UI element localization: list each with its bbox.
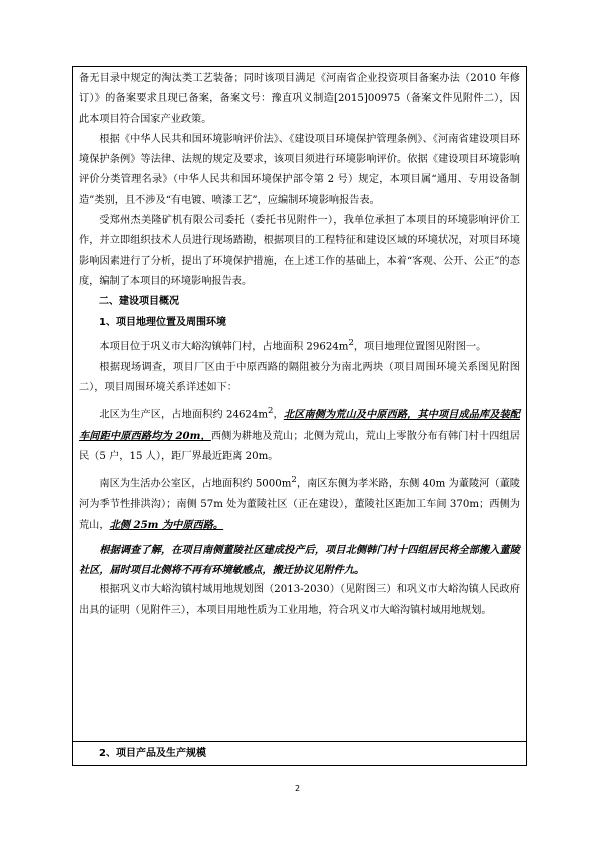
superscript-2: 2	[348, 337, 354, 348]
subsection-heading-products: 2、项目产品及生产规模	[99, 748, 206, 759]
south-area-text: 南区为生活办公室区，占地面积约 5000m	[99, 478, 292, 490]
south-area-text-mid: ，南区东侧为孝米路，东侧 40m 为董陵河（董陵河为季节性排洪沟）；南侧 57m 处为董陵社区（正在建设），董陵社区距加工车间 370m；西侧为荒山，	[79, 478, 520, 532]
paragraph-south-area	[79, 470, 520, 536]
paragraph-relocation: 根据调查了解，在项目南侧董陵社区建成投产后，项目北侧韩门村十四组居民将全部搬入董陵社区，届时项目北侧将不再有环境敏感点，搬迁协议见附件九。	[79, 543, 520, 576]
paragraph-commission: 受郑州杰美隆矿机有限公司委托（委托书见附件一），我单位承担了本项目的环境影响评价工作，并立即组织技术人员进行现场踏勘，根据项目的工程特征和建设区域的环境状况，对项目环境影响因素进行了分析，提出了环境保护措施，在上述工作的基础上，本着“客观、公开、公正”的态度，编制了本项目的环境影响报告表。	[79, 215, 520, 287]
subsection-heading-location: 1、项目地理位置及周围环境	[99, 316, 226, 328]
superscript-2: 2	[268, 406, 274, 417]
paragraph-land-use: 根据巩义市大峪沟镇村域用地规划图（2013-2030）（见附图三）和巩义市大峪沟镇人民政府出具的证明（见附件三），本项目用地性质为工业用地，符合巩义市大峪沟镇村域用地规划。	[79, 584, 520, 616]
south-area-emphasis: 北侧 25m 为中原西路。	[109, 519, 224, 532]
north-area-text-end: 西侧为耕地及荒山；北侧为荒山，荒山上零散分布有韩门村十四组居民（5 户，15 人），距厂界最近距离 20m。	[79, 430, 520, 463]
page-number: 2	[294, 784, 301, 793]
content-table	[72, 66, 527, 766]
location-text-end: ，项目地理位置图见附图一。	[353, 341, 487, 353]
next-section	[79, 744, 520, 764]
text-body	[79, 69, 520, 621]
paragraph-regulations: 根据《中华人民共和国环境影响评价法》、《建设项目环境保护管理条例》、《河南省建设项目环境保护条例》等法律、法规的规定及要求，该项目须进行环境影响评价。依据《建设项目环境影响评价分类管理名录》（中华人民共和国环境保护部令第 2 号）规定，本项目属“通用、专用设备制造”类别，且不涉及“有电镀、喷漆工艺”，应编制环境影响报告表。	[79, 133, 520, 206]
location-text: 本项目位于巩义市大峪沟镇韩门村，占地面积 29624m	[99, 341, 349, 353]
paragraph-north-area	[79, 401, 520, 467]
north-area-text: 北区为生产区，占地面积约 24624m	[99, 409, 269, 421]
paragraph-survey: 根据现场调查，项目厂区由于中原西路的隔阻被分为南北两块（项目周围环境关系图见附图二），项目周围环境关系详述如下：	[79, 361, 520, 393]
north-area-comma: ，	[273, 409, 284, 421]
paragraph-policy: 备无目录中规定的淘汰类工艺装备；同时该项目满足《河南省企业投资项目备案办法（2010 年修订）》的备案要求且现已备案，备案文号：豫直巩义制造[2015]00975（备案文件见附件二），因此本项目符合国家产业政策。	[79, 73, 520, 125]
section-heading-overview: 二、建设项目概况	[99, 296, 179, 308]
table-divider	[73, 741, 526, 742]
superscript-2: 2	[291, 475, 297, 486]
north-area-emphasis: 北区南侧为荒山及中原西路，其中项目成品库及装配车间距中原西路均为 20m，	[79, 408, 520, 442]
paragraph-location	[79, 333, 520, 358]
